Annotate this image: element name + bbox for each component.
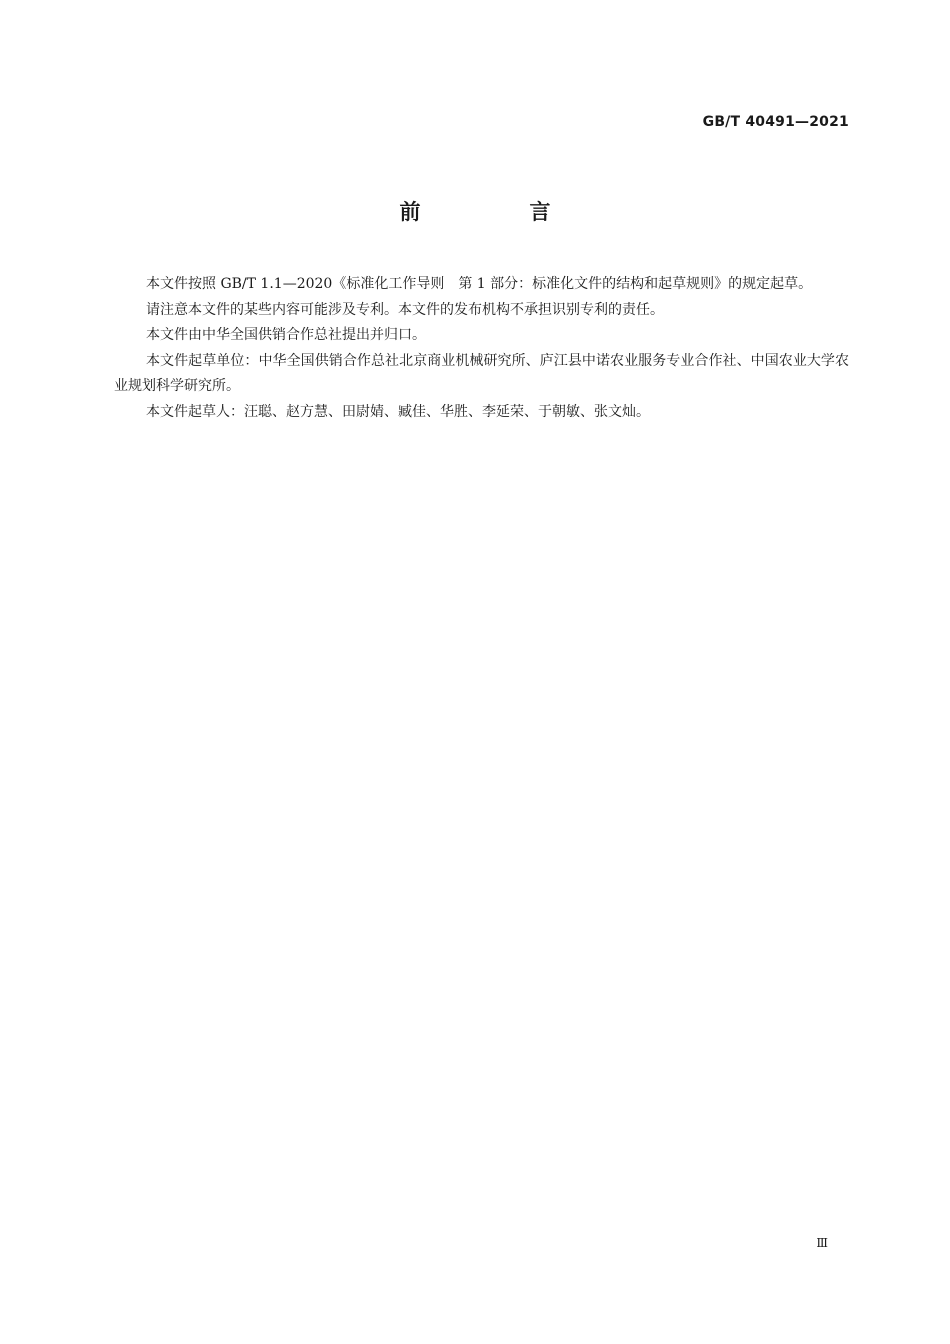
paragraph-patent-notice: 请注意本文件的某些内容可能涉及专利。本文件的发布机构不承担识别专利的责任。 <box>146 301 664 318</box>
paragraph-drafters: 本文件起草人：汪聪、赵方慧、田尉婧、臧佳、华胜、李延荣、于朝敏、张文灿。 <box>146 403 650 420</box>
paragraph-drafting-units: 本文件起草单位：中华全国供销合作总社北京商业机械研究所、庐江县中诺农业服务专业合作社、中国农业大学农业规划科学研究所。 <box>114 352 849 394</box>
paragraph-drafting-rules: 本文件按照 GB/T 1.1—2020《标准化工作导则 第 1 部分：标准化文件的结构和起草规则》的规定起草。 <box>146 276 813 292</box>
standard-code: GB/T 40491—2021 <box>702 114 849 130</box>
paragraph-proposer: 本文件由中华全国供销合作总社提出并归口。 <box>146 327 426 343</box>
section-title: 前 言 <box>399 200 595 224</box>
page-number: Ⅲ <box>816 1236 828 1250</box>
foreword-body <box>114 272 849 425</box>
